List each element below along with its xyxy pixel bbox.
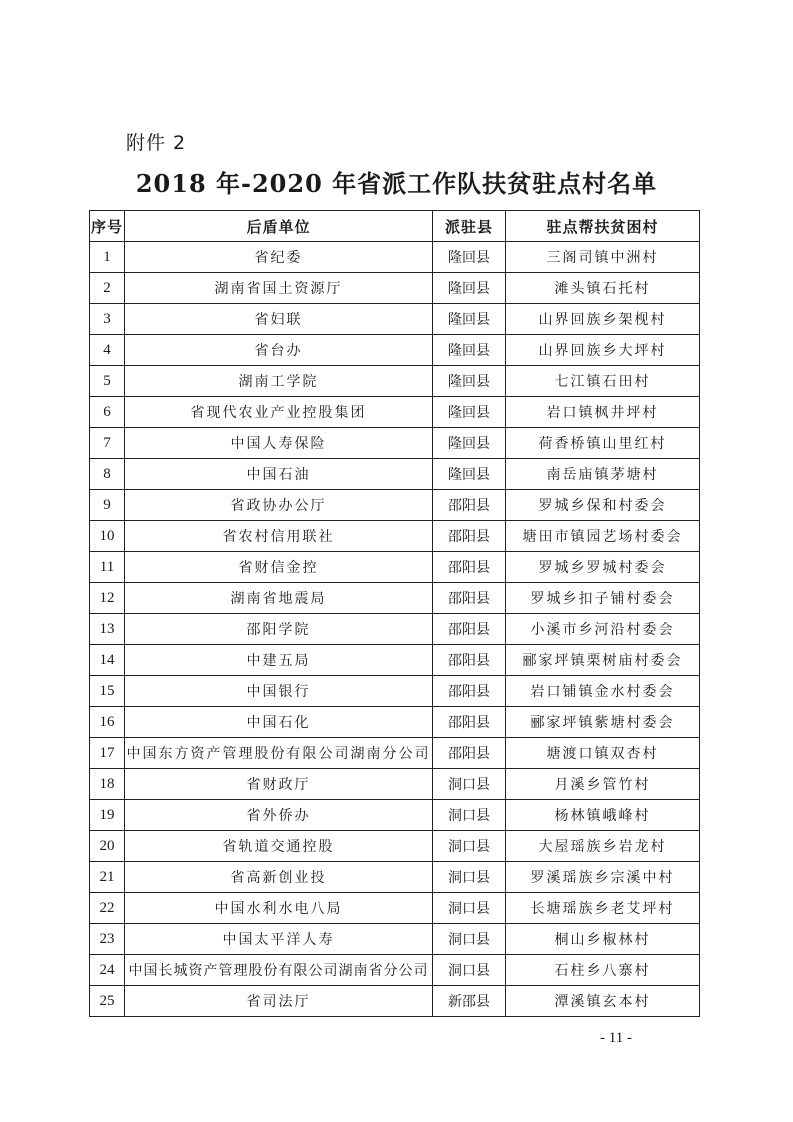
table-row (90, 552, 700, 583)
cell-support-unit: 中国银行 (125, 676, 433, 707)
cell-support-unit: 省外侨办 (125, 800, 433, 831)
cell-county: 隆回县 (433, 304, 506, 335)
poverty-village-table (89, 210, 700, 1017)
cell-index: 19 (90, 800, 125, 831)
table-row (90, 397, 700, 428)
cell-county: 隆回县 (433, 366, 506, 397)
cell-index: 13 (90, 614, 125, 645)
cell-support-unit: 湖南省地震局 (125, 583, 433, 614)
cell-support-unit: 中国长城资产管理股份有限公司湖南省分公司 (125, 955, 433, 986)
cell-county: 隆回县 (433, 397, 506, 428)
cell-county: 邵阳县 (433, 583, 506, 614)
table-row (90, 304, 700, 335)
cell-support-unit: 中国石化 (125, 707, 433, 738)
cell-support-unit: 省高新创业投 (125, 862, 433, 893)
table-row (90, 242, 700, 273)
table-row (90, 459, 700, 490)
table-row (90, 986, 700, 1017)
cell-support-unit: 省妇联 (125, 304, 433, 335)
table-row (90, 738, 700, 769)
cell-county: 邵阳县 (433, 707, 506, 738)
table-row (90, 366, 700, 397)
cell-village: 岩口铺镇金水村委会 (506, 676, 700, 707)
table-row (90, 893, 700, 924)
cell-county: 隆回县 (433, 273, 506, 304)
attachment-label: 附件 2 (126, 132, 187, 154)
cell-index: 15 (90, 676, 125, 707)
table-row (90, 707, 700, 738)
cell-county: 隆回县 (433, 459, 506, 490)
table-row (90, 273, 700, 304)
cell-village: 长塘瑶族乡老艾坪村 (506, 893, 700, 924)
cell-village: 小溪市乡河沿村委会 (506, 614, 700, 645)
cell-index: 1 (90, 242, 125, 273)
cell-village: 罗城乡罗城村委会 (506, 552, 700, 583)
cell-village: 罗溪瑶族乡宗溪中村 (506, 862, 700, 893)
cell-county: 邵阳县 (433, 738, 506, 769)
cell-county: 洞口县 (433, 955, 506, 986)
cell-county: 邵阳县 (433, 614, 506, 645)
cell-support-unit: 省现代农业产业控股集团 (125, 397, 433, 428)
cell-index: 23 (90, 924, 125, 955)
cell-county: 洞口县 (433, 862, 506, 893)
table-row (90, 769, 700, 800)
cell-village: 山界回族乡大坪村 (506, 335, 700, 366)
cell-village: 山界回族乡架枧村 (506, 304, 700, 335)
cell-index: 18 (90, 769, 125, 800)
cell-county: 洞口县 (433, 893, 506, 924)
cell-village: 南岳庙镇茅塘村 (506, 459, 700, 490)
cell-village: 滩头镇石托村 (506, 273, 700, 304)
cell-support-unit: 省政协办公厅 (125, 490, 433, 521)
cell-village: 郦家坪镇栗树庙村委会 (506, 645, 700, 676)
cell-index: 8 (90, 459, 125, 490)
cell-support-unit: 中国太平洋人寿 (125, 924, 433, 955)
table-row (90, 490, 700, 521)
cell-index: 21 (90, 862, 125, 893)
table-row (90, 428, 700, 459)
cell-support-unit: 湖南工学院 (125, 366, 433, 397)
cell-support-unit: 中国东方资产管理股份有限公司湖南分公司 (125, 738, 433, 769)
cell-support-unit: 省轨道交通控股 (125, 831, 433, 862)
cell-village: 塘田市镇园艺场村委会 (506, 521, 700, 552)
cell-village: 罗城乡扣子铺村委会 (506, 583, 700, 614)
cell-support-unit: 中国石油 (125, 459, 433, 490)
cell-index: 9 (90, 490, 125, 521)
cell-support-unit: 省财信金控 (125, 552, 433, 583)
cell-index: 4 (90, 335, 125, 366)
cell-county: 邵阳县 (433, 552, 506, 583)
cell-village: 罗城乡保和村委会 (506, 490, 700, 521)
table-row (90, 800, 700, 831)
cell-index: 20 (90, 831, 125, 862)
cell-village: 石柱乡八寨村 (506, 955, 700, 986)
cell-county: 隆回县 (433, 335, 506, 366)
table-row (90, 924, 700, 955)
cell-index: 11 (90, 552, 125, 583)
cell-index: 3 (90, 304, 125, 335)
cell-index: 5 (90, 366, 125, 397)
cell-county: 隆回县 (433, 242, 506, 273)
cell-village: 三阁司镇中洲村 (506, 242, 700, 273)
cell-county: 邵阳县 (433, 676, 506, 707)
header-index: 序号 (90, 211, 125, 242)
cell-village: 月溪乡管竹村 (506, 769, 700, 800)
cell-index: 2 (90, 273, 125, 304)
table-row (90, 583, 700, 614)
table-header-row (90, 211, 700, 242)
cell-support-unit: 中建五局 (125, 645, 433, 676)
cell-index: 10 (90, 521, 125, 552)
cell-village: 塘渡口镇双杏村 (506, 738, 700, 769)
table-row (90, 645, 700, 676)
cell-village: 岩口镇枫井坪村 (506, 397, 700, 428)
cell-village: 荷香桥镇山里红村 (506, 428, 700, 459)
header-village: 驻点帮扶贫困村 (506, 211, 700, 242)
cell-county: 洞口县 (433, 769, 506, 800)
cell-county: 邵阳县 (433, 490, 506, 521)
page-number: - 11 - (600, 1030, 632, 1046)
table-row (90, 614, 700, 645)
cell-support-unit: 省司法厅 (125, 986, 433, 1017)
cell-index: 22 (90, 893, 125, 924)
cell-index: 14 (90, 645, 125, 676)
cell-village: 七江镇石田村 (506, 366, 700, 397)
cell-index: 25 (90, 986, 125, 1017)
document-title: 2018 年-2020 年省派工作队扶贫驻点村名单 (135, 169, 658, 198)
cell-index: 24 (90, 955, 125, 986)
cell-village: 大屋瑶族乡岩龙村 (506, 831, 700, 862)
header-support-unit: 后盾单位 (125, 211, 433, 242)
table-row (90, 521, 700, 552)
table-row (90, 955, 700, 986)
cell-index: 12 (90, 583, 125, 614)
cell-support-unit: 省台办 (125, 335, 433, 366)
cell-county: 邵阳县 (433, 645, 506, 676)
table-row (90, 862, 700, 893)
cell-county: 隆回县 (433, 428, 506, 459)
cell-village: 杨林镇峨峰村 (506, 800, 700, 831)
cell-support-unit: 省财政厅 (125, 769, 433, 800)
cell-support-unit: 邵阳学院 (125, 614, 433, 645)
cell-support-unit: 省纪委 (125, 242, 433, 273)
cell-index: 16 (90, 707, 125, 738)
cell-support-unit: 省农村信用联社 (125, 521, 433, 552)
table-row (90, 831, 700, 862)
header-county: 派驻县 (433, 211, 506, 242)
cell-county: 新邵县 (433, 986, 506, 1017)
table-body (90, 242, 700, 1017)
cell-support-unit: 中国人寿保险 (125, 428, 433, 459)
table-row (90, 335, 700, 366)
cell-village: 桐山乡椒林村 (506, 924, 700, 955)
cell-village: 郦家坪镇紫塘村委会 (506, 707, 700, 738)
table-row (90, 676, 700, 707)
cell-county: 邵阳县 (433, 521, 506, 552)
cell-index: 6 (90, 397, 125, 428)
cell-support-unit: 中国水利水电八局 (125, 893, 433, 924)
cell-county: 洞口县 (433, 831, 506, 862)
cell-county: 洞口县 (433, 800, 506, 831)
cell-index: 17 (90, 738, 125, 769)
cell-county: 洞口县 (433, 924, 506, 955)
cell-village: 潭溪镇玄本村 (506, 986, 700, 1017)
cell-index: 7 (90, 428, 125, 459)
cell-support-unit: 湖南省国土资源厅 (125, 273, 433, 304)
